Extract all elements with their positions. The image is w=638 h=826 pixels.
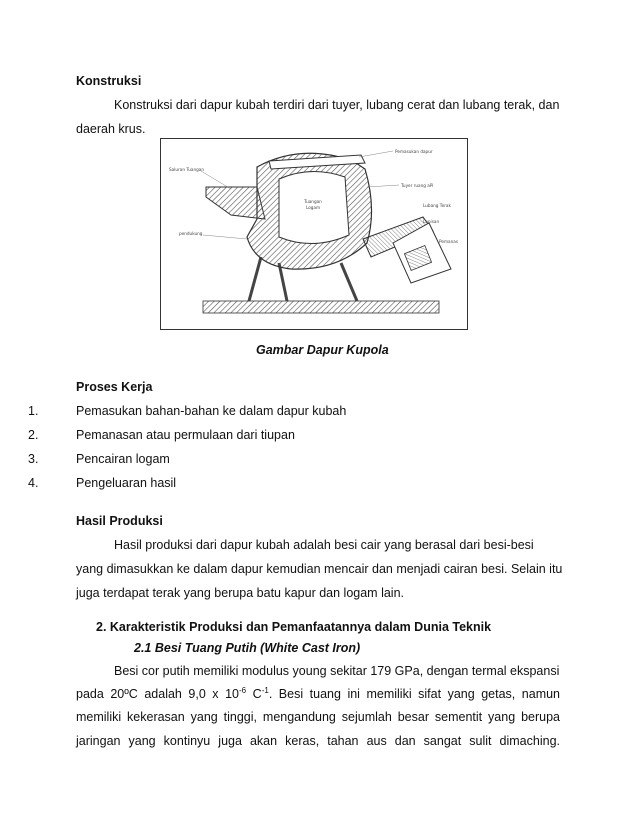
kupola-diagram <box>160 138 468 330</box>
list-number: 4. <box>28 476 39 490</box>
support-leg <box>249 257 261 301</box>
list-item: Pengeluaran hasil <box>76 476 177 490</box>
list-number: 3. <box>28 452 39 466</box>
paragraph-line: jaringan yang kontinyu juga akan keras, tahan aus dan sangat sulit dimaching. <box>76 734 560 748</box>
section-heading-karakteristik: 2. Karakteristik Produksi dan Pemanfaatannya dalam Dunia Teknik <box>96 620 492 634</box>
list-item: Pencairan logam <box>76 452 170 466</box>
section-heading-konstruksi: Konstruksi <box>76 74 142 88</box>
paragraph-line: daerah krus. <box>76 122 146 136</box>
paragraph-line: memiliki kekerasan yang tinggi, mengandung sejumlah besar sementit yang berupa <box>76 710 560 724</box>
svg-text:Tuyer ruang aPi: Tuyer ruang aPi <box>401 183 434 188</box>
figure-caption: Gambar Dapur Kupola <box>256 343 389 357</box>
svg-text:Saluran Tuangan: Saluran Tuangan <box>169 167 204 172</box>
section-heading-proses: Proses Kerja <box>76 380 153 394</box>
svg-text:Logam: Logam <box>305 205 321 210</box>
list-item: Pemasukan bahan-bahan ke dalam dapur kubah <box>76 404 347 418</box>
svg-text:pendukung: pendukung <box>179 231 203 236</box>
paragraph-line: Hasil produksi dari dapur kubah adalah besi cair yang berasal dari besi-besi <box>114 538 534 552</box>
svg-text:Pemanas: Pemanas <box>439 239 458 244</box>
paragraph-line-formula: pada 20ºC adalah 9,0 x $10^{-6}$ $C^{-1}$. Besi tuang ini memiliki sifat yang getas, namun <box>76 686 561 702</box>
paragraph-line: yang dimasukkan ke dalam dapur kemudian mencair dan menjadi cairan besi. Selain itu <box>76 562 563 576</box>
spout <box>206 187 265 219</box>
ground-base <box>203 301 439 313</box>
section-heading-hasil: Hasil Produksi <box>76 514 163 528</box>
paragraph-line: Konstruksi dari dapur kubah terdiri dari tuyer, lubang cerat dan lubang terak, dan <box>114 98 560 112</box>
paragraph-line: Besi cor putih memiliki modulus young sekitar 179 GPa, dengan termal ekspansi <box>114 664 560 678</box>
list-number: 1. <box>28 404 39 418</box>
support-leg <box>341 263 357 301</box>
svg-text:Lubang Terak: Lubang Terak <box>423 203 451 208</box>
svg-text:Pemasukan dapur: Pemasukan dapur <box>395 149 433 154</box>
list-number: 2. <box>28 428 39 442</box>
list-item: Pemanasan atau permulaan dari tiupan <box>76 428 295 442</box>
subsection-heading: 2.1 Besi Tuang Putih (White Cast Iron) <box>134 641 361 655</box>
paragraph-line: juga terdapat terak yang berupa batu kapur dan logam lain. <box>76 586 405 600</box>
kupola-drawing <box>161 139 467 329</box>
svg-text:Tuangan: Tuangan <box>304 199 322 204</box>
svg-text:Lapisan: Lapisan <box>423 219 440 224</box>
